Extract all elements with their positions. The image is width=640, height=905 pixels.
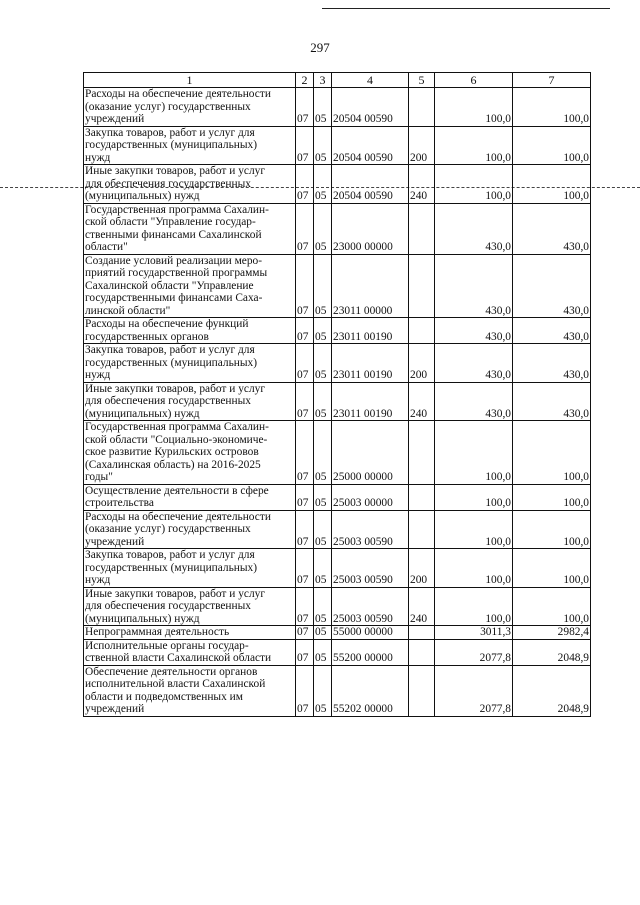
section-code: 07 [296, 203, 314, 254]
amount-col-6: 2077,8 [435, 639, 513, 665]
amount-col-6: 100,0 [435, 587, 513, 626]
subsection-code: 05 [314, 665, 332, 716]
col-header-3: 3 [314, 73, 332, 88]
expense-type-code [409, 88, 435, 127]
amount-col-6: 100,0 [435, 484, 513, 510]
target-article-code: 55000 00000 [332, 626, 409, 640]
amount-col-6: 430,0 [435, 382, 513, 421]
table-row [84, 318, 591, 344]
subsection-code: 05 [314, 626, 332, 640]
table-row [84, 88, 591, 127]
table-body [84, 88, 591, 717]
subsection-code: 05 [314, 88, 332, 127]
col-header-7: 7 [513, 73, 591, 88]
amount-col-7: 430,0 [513, 318, 591, 344]
subsection-code: 05 [314, 318, 332, 344]
col-header-5: 5 [409, 73, 435, 88]
target-article-code: 20504 00590 [332, 165, 409, 204]
table-row [84, 510, 591, 549]
expense-type-code: 240 [409, 165, 435, 204]
target-article-code: 23011 00190 [332, 344, 409, 383]
amount-col-6: 430,0 [435, 318, 513, 344]
section-code: 07 [296, 318, 314, 344]
row-name: Иные закупки товаров, работ и услуг для обеспечения государственных (муниципальных) нужд [84, 382, 296, 421]
amount-col-7: 100,0 [513, 587, 591, 626]
page-number: 297 [310, 40, 330, 55]
amount-col-7: 100,0 [513, 484, 591, 510]
section-code: 07 [296, 484, 314, 510]
expense-type-code: 240 [409, 382, 435, 421]
expense-type-code: 200 [409, 126, 435, 165]
target-article-code: 23000 00000 [332, 203, 409, 254]
amount-col-7: 100,0 [513, 165, 591, 204]
subsection-code: 05 [314, 549, 332, 588]
target-article-code: 55200 00000 [332, 639, 409, 665]
subsection-code: 05 [314, 421, 332, 485]
row-name: Расходы на обеспечение деятельности (оказание услуг) государственных учреждений [84, 88, 296, 127]
section-code: 07 [296, 126, 314, 165]
section-code: 07 [296, 639, 314, 665]
row-name: Государственная программа Сахалин- ской области "Управление государ- ственными финансами Сахалинской области" [84, 203, 296, 254]
table-row [84, 344, 591, 383]
row-name: Иные закупки товаров, работ и услуг для обеспечения государственных (муниципальных) нужд [84, 165, 296, 204]
section-code: 07 [296, 88, 314, 127]
table-row [84, 421, 591, 485]
target-article-code: 25000 00000 [332, 421, 409, 485]
amount-col-7: 2048,9 [513, 639, 591, 665]
expense-type-code: 200 [409, 344, 435, 383]
expense-type-code [409, 318, 435, 344]
amount-col-7: 430,0 [513, 344, 591, 383]
section-code: 07 [296, 549, 314, 588]
table-row [84, 484, 591, 510]
budget-table [83, 72, 591, 717]
subsection-code: 05 [314, 382, 332, 421]
section-code: 07 [296, 254, 314, 318]
amount-col-7: 100,0 [513, 126, 591, 165]
col-header-2: 2 [296, 73, 314, 88]
section-code: 07 [296, 587, 314, 626]
amount-col-6: 100,0 [435, 165, 513, 204]
subsection-code: 05 [314, 254, 332, 318]
section-code: 07 [296, 382, 314, 421]
amount-col-6: 430,0 [435, 203, 513, 254]
amount-col-6: 100,0 [435, 549, 513, 588]
target-article-code: 23011 00000 [332, 254, 409, 318]
amount-col-7: 2048,9 [513, 665, 591, 716]
target-article-code: 20504 00590 [332, 88, 409, 127]
subsection-code: 05 [314, 165, 332, 204]
section-code: 07 [296, 626, 314, 640]
amount-col-7: 100,0 [513, 421, 591, 485]
amount-col-7: 2982,4 [513, 626, 591, 640]
amount-col-6: 430,0 [435, 344, 513, 383]
target-article-code: 20504 00590 [332, 126, 409, 165]
target-article-code: 55202 00000 [332, 665, 409, 716]
row-name: Закупка товаров, работ и услуг для государственных (муниципальных) нужд [84, 126, 296, 165]
table-row [84, 382, 591, 421]
amount-col-7: 430,0 [513, 382, 591, 421]
amount-col-6: 3011,3 [435, 626, 513, 640]
expense-type-code: 200 [409, 549, 435, 588]
section-code: 07 [296, 344, 314, 383]
row-name: Создание условий реализации меро- приятий государственной программы Сахалинской области "Управление государственными финансами Саха- линской области" [84, 254, 296, 318]
col-header-1: 1 [84, 73, 296, 88]
section-code: 07 [296, 665, 314, 716]
section-code: 07 [296, 165, 314, 204]
subsection-code: 05 [314, 510, 332, 549]
col-header-4: 4 [332, 73, 409, 88]
col-header-6: 6 [435, 73, 513, 88]
table-row [84, 126, 591, 165]
row-name: Обеспечение деятельности органов исполнительной власти Сахалинской области и подведомственных им учреждений [84, 665, 296, 716]
expense-type-code: 240 [409, 587, 435, 626]
expense-type-code [409, 421, 435, 485]
subsection-code: 05 [314, 587, 332, 626]
amount-col-6: 100,0 [435, 421, 513, 485]
target-article-code: 25003 00590 [332, 549, 409, 588]
row-name: Закупка товаров, работ и услуг для государственных (муниципальных) нужд [84, 549, 296, 588]
table-row [84, 203, 591, 254]
amount-col-6: 2077,8 [435, 665, 513, 716]
subsection-code: 05 [314, 344, 332, 383]
amount-col-7: 100,0 [513, 549, 591, 588]
amount-col-6: 100,0 [435, 88, 513, 127]
row-name: Исполнительные органы государ- ственной власти Сахалинской области [84, 639, 296, 665]
table-row [84, 626, 591, 640]
target-article-code: 23011 00190 [332, 382, 409, 421]
amount-col-7: 430,0 [513, 203, 591, 254]
subsection-code: 05 [314, 126, 332, 165]
amount-col-7: 100,0 [513, 510, 591, 549]
expense-type-code [409, 639, 435, 665]
row-name: Государственная программа Сахалин- ской области "Социально-экономиче- ское развитие Курильских островов (Сахалинская область) на 2016-2025 годы" [84, 421, 296, 485]
table-row [84, 639, 591, 665]
amount-col-6: 100,0 [435, 510, 513, 549]
expense-type-code [409, 626, 435, 640]
expense-type-code [409, 484, 435, 510]
expense-type-code [409, 254, 435, 318]
row-name: Закупка товаров, работ и услуг для государственных (муниципальных) нужд [84, 344, 296, 383]
header-row [84, 73, 591, 88]
table-row [84, 549, 591, 588]
expense-type-code [409, 510, 435, 549]
row-name: Расходы на обеспечение деятельности (оказание услуг) государственных учреждений [84, 510, 296, 549]
top-rule [322, 8, 610, 9]
target-article-code: 25003 00590 [332, 587, 409, 626]
row-name: Непрограммная деятельность [84, 626, 296, 640]
subsection-code: 05 [314, 203, 332, 254]
row-name: Иные закупки товаров, работ и услуг для обеспечения государственных (муниципальных) нужд [84, 587, 296, 626]
expense-type-code [409, 203, 435, 254]
expense-type-code [409, 665, 435, 716]
amount-col-7: 100,0 [513, 88, 591, 127]
target-article-code: 25003 00590 [332, 510, 409, 549]
table-row [84, 254, 591, 318]
table-row [84, 165, 591, 204]
target-article-code: 23011 00190 [332, 318, 409, 344]
subsection-code: 05 [314, 484, 332, 510]
subsection-code: 05 [314, 639, 332, 665]
amount-col-6: 430,0 [435, 254, 513, 318]
section-code: 07 [296, 421, 314, 485]
row-name: Расходы на обеспечение функций государственных органов [84, 318, 296, 344]
amount-col-7: 430,0 [513, 254, 591, 318]
target-article-code: 25003 00000 [332, 484, 409, 510]
amount-col-6: 100,0 [435, 126, 513, 165]
section-code: 07 [296, 510, 314, 549]
row-name: Осуществление деятельности в сфере строительства [84, 484, 296, 510]
table-row [84, 587, 591, 626]
table-row [84, 665, 591, 716]
